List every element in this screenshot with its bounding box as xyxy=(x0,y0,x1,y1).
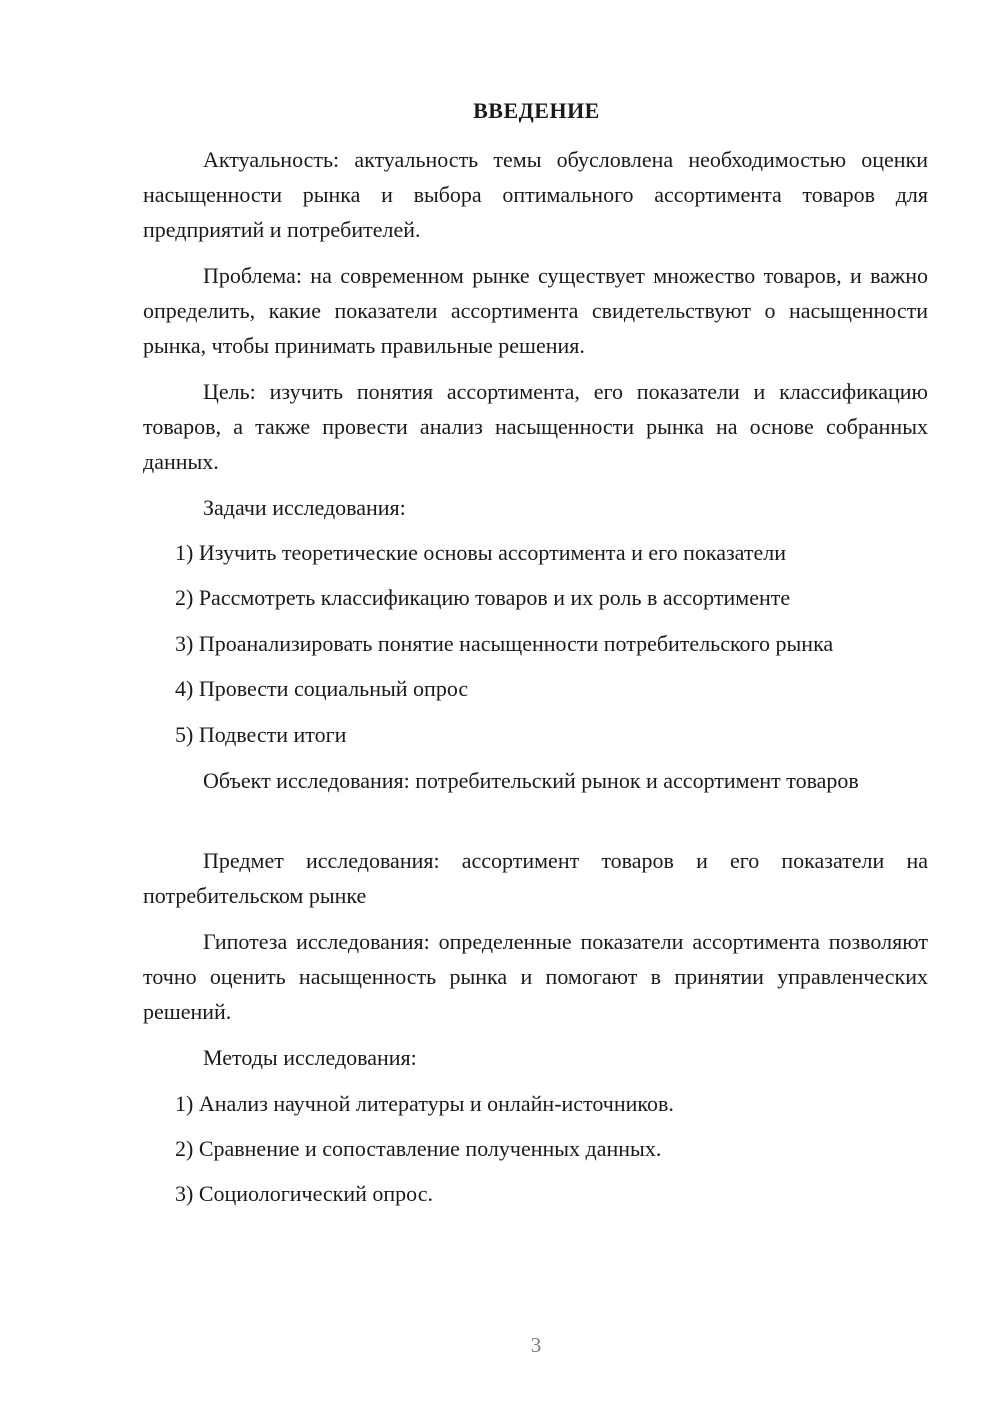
task-item-5: 5) Подвести итоги xyxy=(175,722,347,747)
task-item-1: 1) Изучить теоретические основы ассортимента и его показатели xyxy=(175,540,787,565)
tasks-heading: Задачи исследования: xyxy=(203,495,406,520)
object-paragraph: Объект исследования: потребительский рынок и ассортимент товаров xyxy=(203,768,859,793)
subject-paragraph: Предмет исследования: ассортимент товаров и его показатели на потребительском рынке xyxy=(143,848,928,908)
method-item-1: 1) Анализ научной литературы и онлайн-источников. xyxy=(175,1091,674,1116)
relevance-paragraph: Актуальность: актуальность темы обусловлена необходимостью оценки насыщенности рынка и выбора оптимального ассортимента товаров для предприятий и потребителей. xyxy=(143,147,928,242)
task-item-3: 3) Проанализировать понятие насыщенности потребительского рынка xyxy=(175,631,834,656)
methods-heading: Методы исследования: xyxy=(203,1045,417,1070)
task-item-2: 2) Рассмотреть классификацию товаров и их роль в ассортименте xyxy=(175,585,791,610)
hypothesis-paragraph: Гипотеза исследования: определенные показатели ассортимента позволяют точно оценить насыщенность рынка и помогают в принятии управленческих решений. xyxy=(143,929,928,1024)
goal-paragraph: Цель: изучить понятия ассортимента, его показатели и классификацию товаров, а также провести анализ насыщенности рынка на основе собранных данных. xyxy=(143,379,928,474)
page-number: 3 xyxy=(530,1333,542,1357)
task-item-4: 4) Провести социальный опрос xyxy=(175,676,469,701)
method-item-3: 3) Социологический опрос. xyxy=(175,1181,433,1206)
method-item-2: 2) Сравнение и сопоставление полученных данных. xyxy=(175,1136,662,1161)
problem-paragraph: Проблема: на современном рынке существует множество товаров, и важно определить, какие показатели ассортимента свидетельствуют о насыщенности рынка, чтобы принимать правильные решения. xyxy=(143,263,928,358)
section-title: ВВЕДЕНИЕ xyxy=(473,98,600,123)
